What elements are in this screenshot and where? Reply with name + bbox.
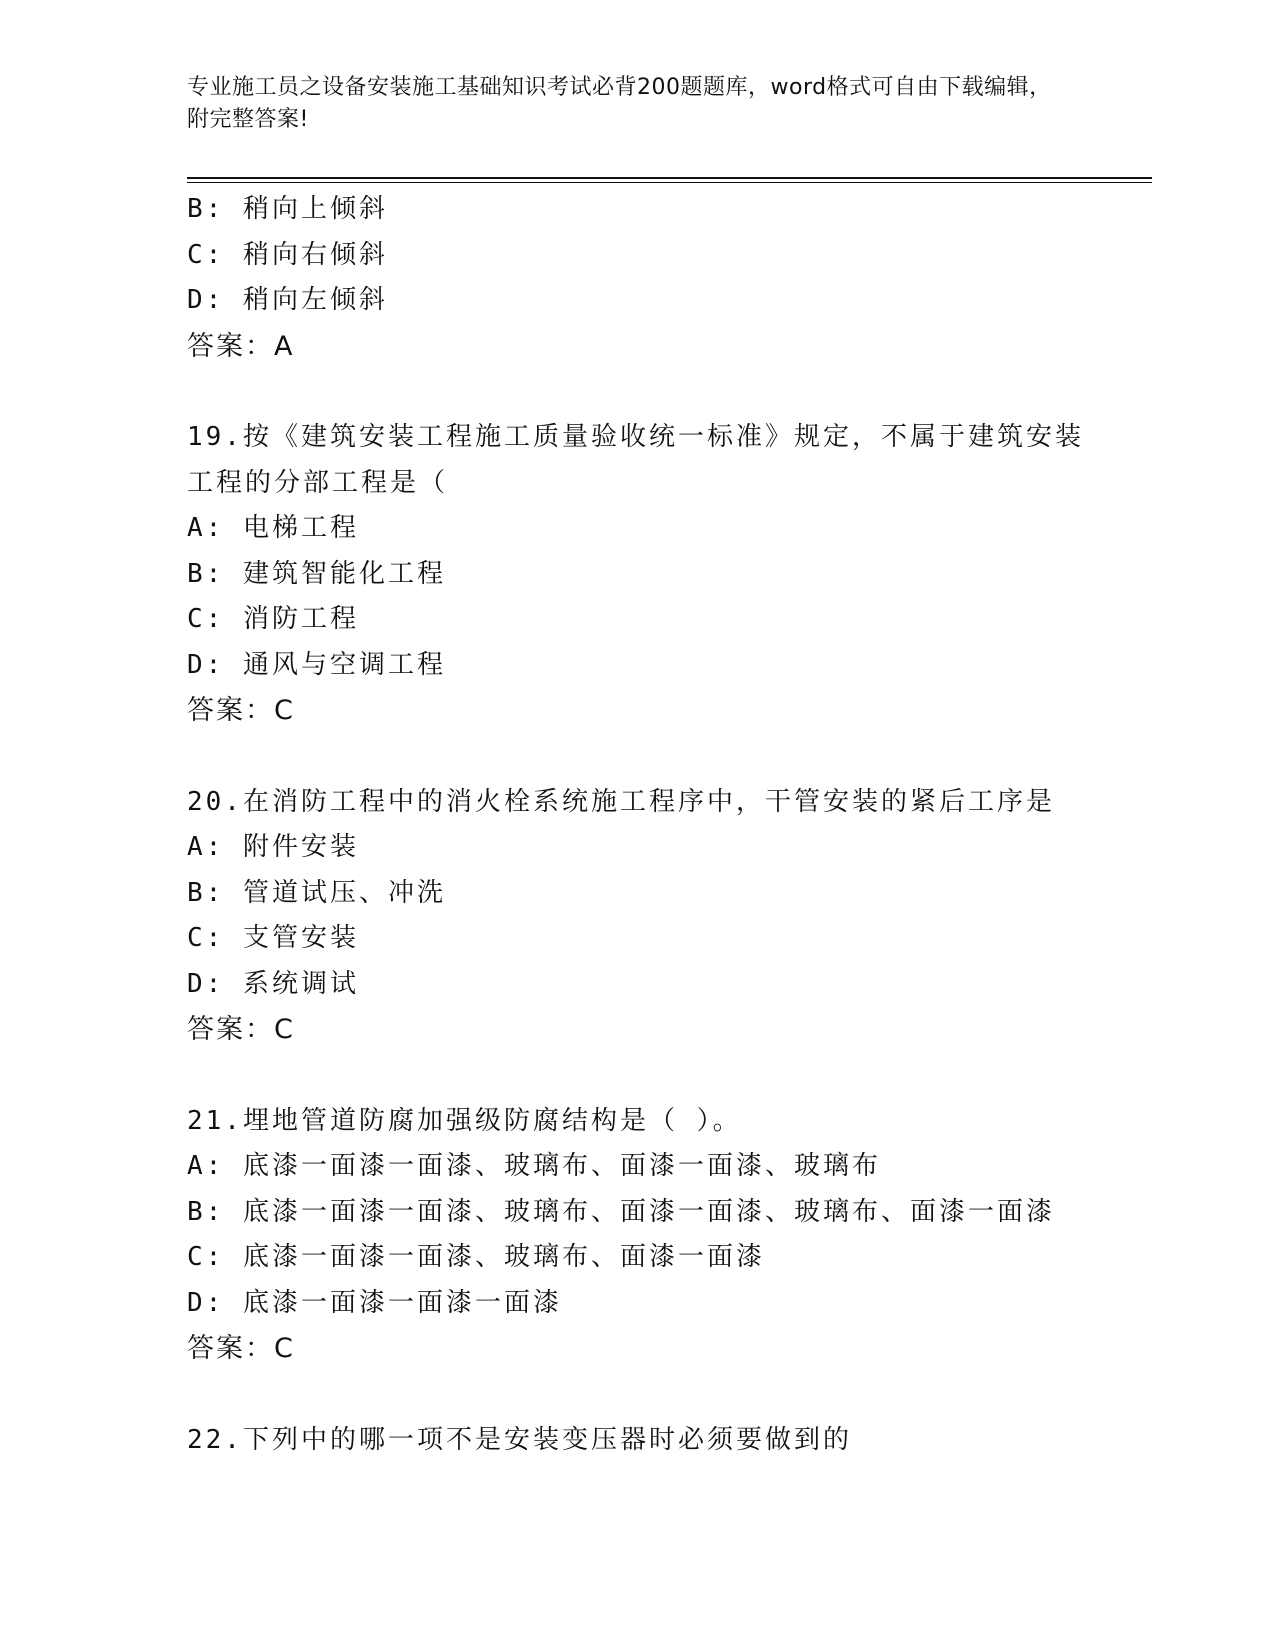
option-d: D: 底漆一面漆一面漆一面漆 [187,1287,562,1318]
question-text: 21.埋地管道防腐加强级防腐结构是（ ）。 [187,1105,742,1136]
option-d: D: 稍向左倾斜 [187,285,388,315]
question-text: 19.按《建筑安装工程施工质量验收统一标准》规定，不属于建筑安装工程的分部工程是（ [187,422,1084,498]
option-a: A: 底漆一面漆一面漆、玻璃布、面漆一面漆、玻璃布 [187,1151,881,1181]
option-d: D: 系统调试 [187,968,359,999]
option-c: C: 消防工程 [187,604,359,634]
question-list [187,187,1147,1463]
header-divider-thick [187,177,1152,179]
option-b: B: 建筑智能化工程 [187,558,446,589]
option-a: A: 电梯工程 [187,513,359,543]
option-a: A: 附件安装 [187,832,359,862]
option-c: C: 稍向右倾斜 [187,239,388,270]
option-d: D: 通风与空调工程 [187,649,446,680]
option-b: B: 底漆一面漆一面漆、玻璃布、面漆一面漆、玻璃布、面漆一面漆 [187,1196,1055,1227]
document-header [187,72,1067,136]
option-c: C: 支管安装 [187,923,359,953]
answer-line: 答案：C [187,1014,295,1045]
option-c: C: 底漆一面漆一面漆、玻璃布、面漆一面漆 [187,1242,765,1272]
answer-line: 答案：A [187,330,295,362]
answer-line: 答案：C [187,695,295,726]
question-text: 20.在消防工程中的消火栓系统施工程序中，干管安装的紧后工序是 [187,786,1055,817]
header-divider-thin [187,182,1152,183]
question-text: 22.下列中的哪一项不是安装变压器时必须要做到的 [187,1424,852,1455]
previous-question-fragment [187,187,1147,369]
question-22 [187,1418,1147,1464]
answer-line: 答案：C [187,1333,295,1364]
option-b: B: 稍向上倾斜 [187,194,388,224]
question-21 [187,1099,1147,1372]
option-b: B: 管道试压、冲洗 [187,877,446,908]
question-20 [187,780,1147,1053]
question-19 [187,415,1147,734]
document-title: 专业施工员之设备安装施工基础知识考试必背200题题库，word格式可自由下载编辑，附完整答案! [187,75,1052,132]
